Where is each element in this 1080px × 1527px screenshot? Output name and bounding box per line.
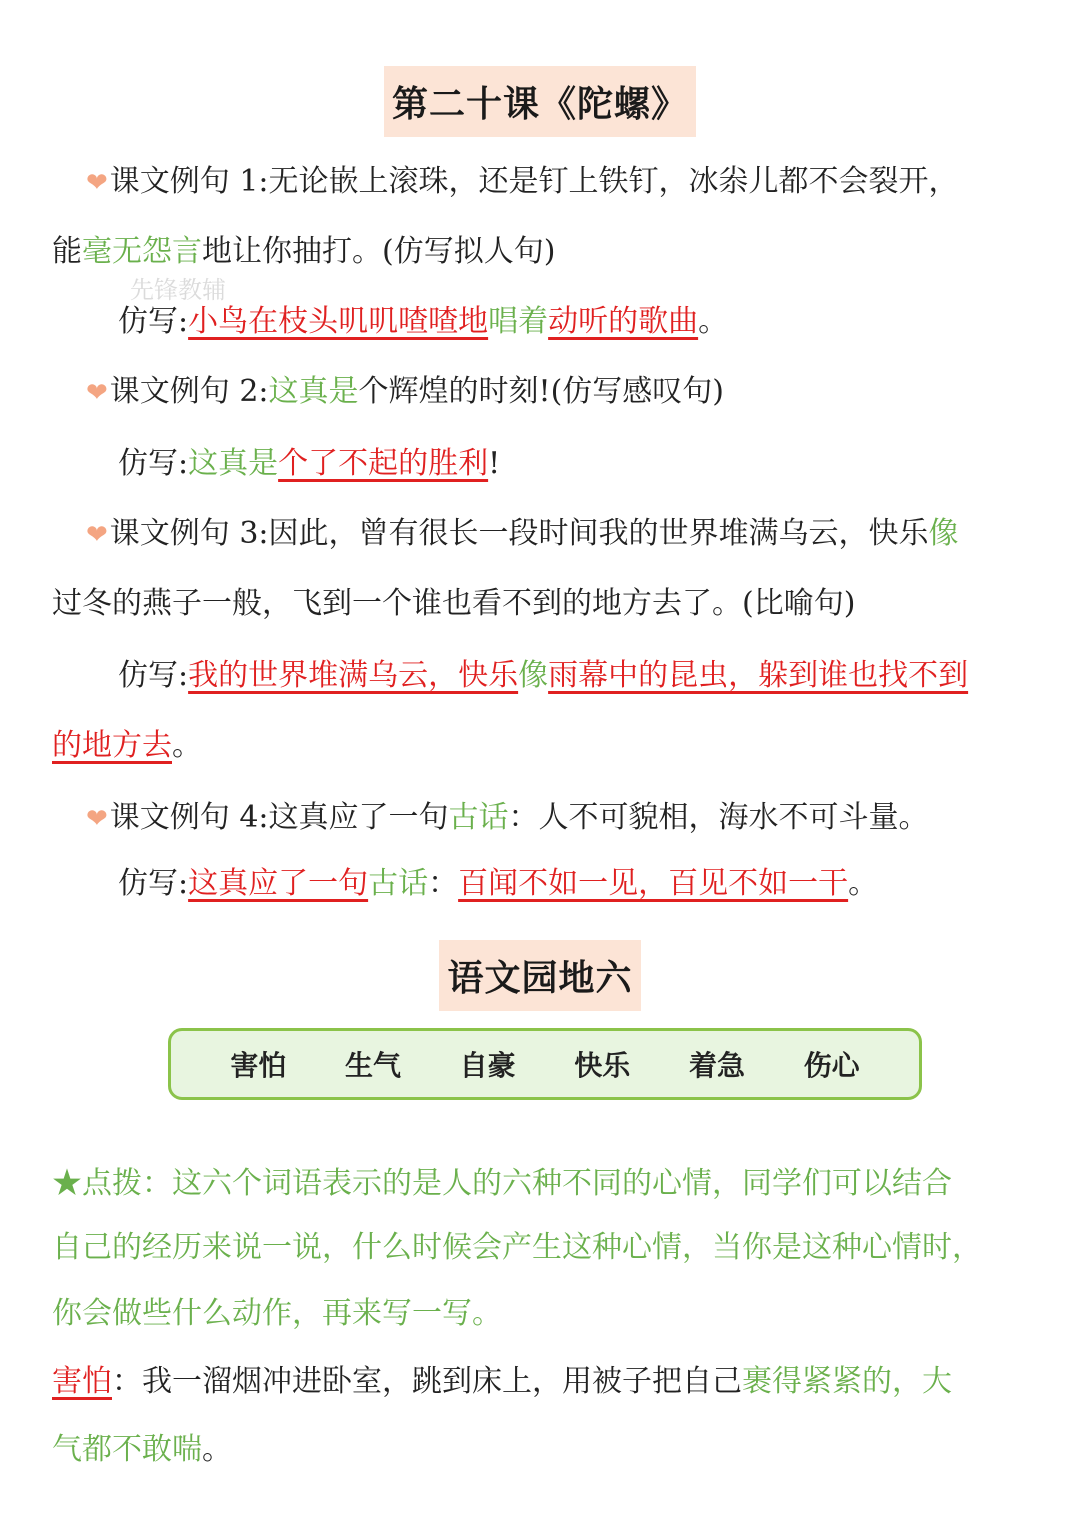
- sample-text: ：我一溜烟冲进卧室，跳到床上，用被子把自己: [112, 1364, 742, 1399]
- example-2-line: [86, 372, 1076, 413]
- example-3-line-2: [52, 584, 1042, 624]
- example-1-text-a: 能: [52, 234, 82, 269]
- imitation-4: [118, 864, 1080, 904]
- imitation-3-end: 。: [172, 728, 202, 763]
- word-item: 着急: [688, 1049, 745, 1082]
- imitation-3-part-4: 的地方去: [52, 728, 172, 763]
- word-box: [168, 1028, 922, 1100]
- imitation-1: [118, 302, 1080, 342]
- example-3-line-1: [86, 514, 1076, 555]
- example-4-keyword: 古话: [448, 800, 509, 835]
- word-item: 害怕: [230, 1049, 287, 1082]
- watermark: 先锋教辅: [130, 276, 226, 304]
- imitation-3-part-1: 我的世界堆满乌云，快乐: [188, 658, 519, 693]
- tip-line-1: ★点拨：这六个词语表示的是人的六种不同的心情，同学们可以结合: [52, 1166, 952, 1201]
- sample-line-1: [52, 1362, 1042, 1402]
- sample-end: 。: [202, 1432, 232, 1467]
- imitation-4-end: 。: [848, 866, 879, 901]
- imitation-3-line-2: [52, 726, 1042, 766]
- sample-keyword: 裹得紧紧的，大: [742, 1364, 952, 1399]
- imitation-1-end: 。: [698, 304, 729, 339]
- heart-icon: ❤: [86, 520, 108, 550]
- imitation-4-part-4: 百闻不如一见，百见不如一干: [458, 866, 849, 901]
- imitation-4-part-1: 这真应了一句: [188, 866, 369, 901]
- example-1-line-2: [52, 232, 1042, 272]
- imitation-2-part-2: 个了不起的胜利: [278, 446, 489, 481]
- tip-line-2: 自己的经历来说一说，什么时候会产生这种心情，当你是这种心情时，: [52, 1230, 982, 1265]
- lesson-title-wrap: [0, 66, 1080, 137]
- imitation-2: [118, 444, 1080, 484]
- example-1-line-1: [86, 162, 1076, 203]
- example-2-label: 课文例句 2:: [109, 374, 269, 409]
- example-3-text: 课文例句 3:因此，曾有很长一段时间我的世界堆满乌云，快乐: [109, 516, 929, 551]
- word-item: 快乐: [574, 1049, 631, 1082]
- section-title-wrap: [0, 940, 1080, 1011]
- example-4-label: 课文例句 4:这真应了一句: [109, 800, 449, 835]
- imitation-3-keyword: 像: [518, 658, 549, 693]
- imitation-3-line-1: [118, 656, 1080, 696]
- tip-line-3: 你会做些什么动作，再来写一写。: [52, 1296, 502, 1331]
- imitation-label: 仿写:: [118, 446, 189, 481]
- sample-line-2: [52, 1430, 1042, 1470]
- imitation-3-part-3: 雨幕中的昆虫，躲到谁也找不到: [548, 658, 969, 693]
- word-item: 伤心: [803, 1049, 860, 1082]
- imitation-label: 仿写:: [118, 866, 189, 901]
- imitation-2-end: !: [488, 446, 501, 481]
- example-2-keyword: 这真是: [268, 374, 359, 409]
- imitation-label: 仿写:: [118, 304, 189, 339]
- example-1-keyword: 毫无怨言: [82, 234, 202, 269]
- section-title: 语文园地六: [439, 940, 640, 1011]
- imitation-4-colon: ：: [428, 866, 459, 901]
- heart-icon: ❤: [86, 378, 108, 408]
- heart-icon: ❤: [86, 168, 108, 198]
- example-1-text-c: 地让你抽打。(仿写拟人句): [202, 234, 556, 269]
- imitation-1-part-3: 动听的歌曲: [548, 304, 699, 339]
- imitation-2-keyword: 这真是: [188, 446, 279, 481]
- example-3-text-2: 过冬的燕子一般，飞到一个谁也看不到的地方去了。(比喻句): [52, 586, 856, 621]
- heart-icon: ❤: [86, 804, 108, 834]
- example-4-text: ：人不可貌相，海水不可斗量。: [508, 800, 929, 835]
- sample-keyword-2: 气都不敢喘: [52, 1432, 202, 1467]
- example-1-text: 课文例句 1:无论嵌上滚珠，还是钉上铁钉，冰尜儿都不会裂开，: [109, 164, 959, 199]
- example-3-keyword: 像: [928, 516, 959, 551]
- imitation-label: 仿写:: [118, 658, 189, 693]
- example-2-text: 个辉煌的时刻!(仿写感叹句): [358, 374, 724, 409]
- imitation-1-keyword: 唱着: [488, 304, 549, 339]
- sample-word: 害怕: [52, 1364, 112, 1399]
- word-item: 生气: [344, 1049, 401, 1082]
- example-4-line: [86, 798, 1076, 839]
- lesson-title: 第二十课《陀螺》: [384, 66, 696, 137]
- word-item: 自豪: [459, 1049, 516, 1082]
- imitation-1-part-1: 小鸟在枝头叽叽喳喳地: [188, 304, 489, 339]
- imitation-4-keyword: 古话: [368, 866, 429, 901]
